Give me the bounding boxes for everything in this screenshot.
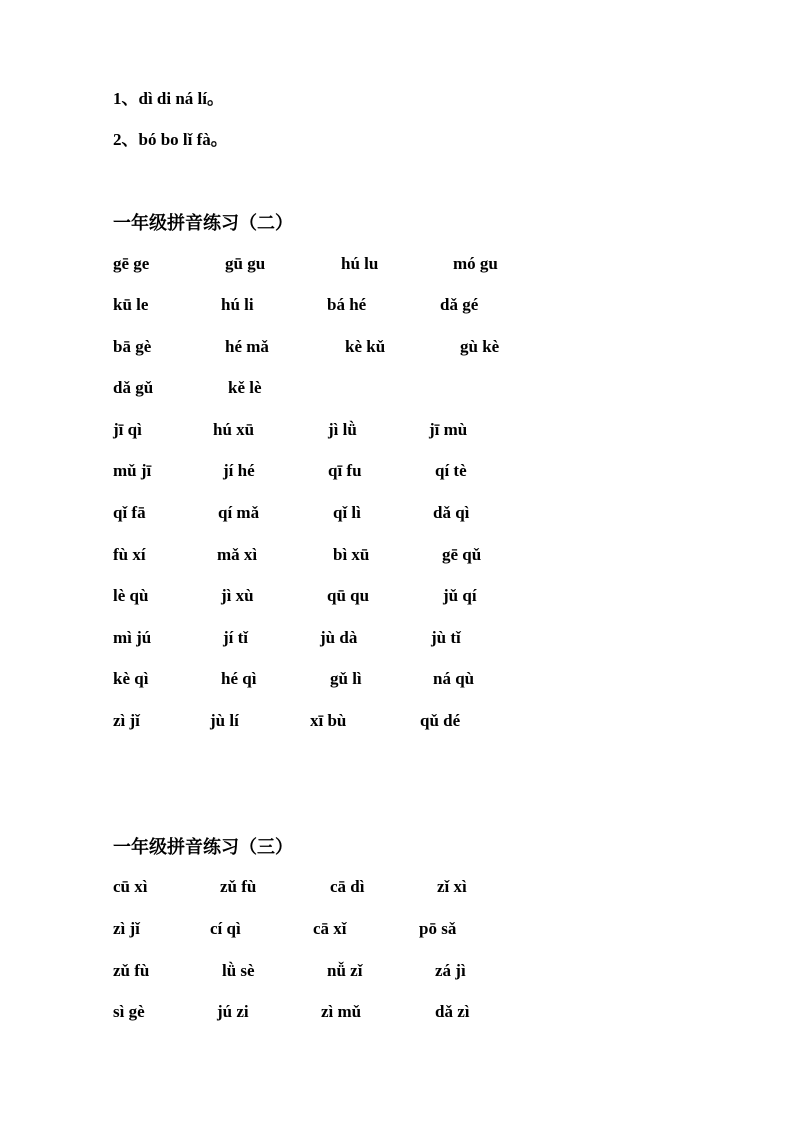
pinyin-word: lǜ sè	[222, 961, 255, 980]
pinyin-word: jǔ qí	[443, 586, 477, 605]
pinyin-word: ná qù	[433, 669, 475, 688]
word-row	[113, 544, 713, 566]
pinyin-word: jù tǐ	[431, 628, 461, 647]
pinyin-word: cā dì	[330, 877, 365, 896]
pinyin-word: jí hé	[223, 461, 255, 480]
pinyin-word: zǐ xì	[437, 877, 467, 896]
word-row	[113, 918, 713, 940]
pinyin-word: qǐ fā	[113, 503, 146, 522]
pinyin-word: nǚ zǐ	[327, 961, 363, 980]
pinyin-word: kè kǔ	[345, 337, 386, 356]
pinyin-word: zì mǔ	[321, 1002, 362, 1021]
word-row	[113, 585, 713, 607]
pinyin-word: zǔ fù	[113, 961, 150, 980]
pinyin-word: kū le	[113, 295, 149, 314]
pinyin-word: bá hé	[327, 295, 367, 314]
pinyin-word: jī qì	[113, 420, 142, 439]
pinyin-word: gē ge	[113, 254, 150, 273]
pinyin-word: gū gu	[225, 254, 266, 273]
word-row	[113, 710, 713, 732]
pinyin-word: bì xū	[333, 545, 370, 564]
pinyin-word: fù xí	[113, 545, 146, 564]
pinyin-word: qǐ lì	[333, 503, 361, 522]
pinyin-word: lè qù	[113, 586, 149, 605]
pinyin-word: mǔ jī	[113, 461, 152, 480]
exercise-sentence-1: 1、dì di ná lí。	[113, 89, 225, 108]
pinyin-word: pō sǎ	[419, 919, 457, 938]
pinyin-word: qǔ dé	[420, 711, 461, 730]
pinyin-word: jì xù	[221, 586, 254, 605]
pinyin-word: hú lu	[341, 254, 379, 273]
section-title-2: 一年级拼音练习（二）	[113, 213, 293, 234]
word-row	[113, 377, 713, 399]
pinyin-word: cí qì	[210, 919, 241, 938]
exercise-sentence-2: 2、bó bo lǐ fà。	[113, 130, 228, 149]
pinyin-word: gù kè	[460, 337, 500, 356]
pinyin-word: zì jǐ	[113, 919, 140, 938]
pinyin-word: jú zi	[217, 1002, 249, 1021]
pinyin-word: hé mǎ	[225, 337, 269, 356]
pinyin-word: jì lǜ	[328, 420, 357, 439]
pinyin-word: qī fu	[328, 461, 362, 480]
pinyin-word: zì jǐ	[113, 711, 140, 730]
word-row	[113, 876, 713, 898]
pinyin-word: dǎ qì	[433, 503, 470, 522]
pinyin-word: kě lè	[228, 378, 262, 397]
pinyin-word: dǎ gǔ	[113, 378, 154, 397]
pinyin-word: dǎ zì	[435, 1002, 470, 1021]
pinyin-word: mì jú	[113, 628, 152, 647]
word-row	[113, 668, 713, 690]
word-row	[113, 419, 713, 441]
word-row	[113, 253, 713, 275]
pinyin-word: jù lí	[210, 711, 239, 730]
pinyin-word: cā xǐ	[313, 919, 347, 938]
pinyin-word: qí tè	[435, 461, 467, 480]
pinyin-word: dǎ gé	[440, 295, 479, 314]
word-row	[113, 336, 713, 358]
section-title-3: 一年级拼音练习（三）	[113, 837, 293, 858]
pinyin-word: xī bù	[310, 711, 347, 730]
pinyin-word: jù dà	[320, 628, 358, 647]
pinyin-word: gē qǔ	[442, 545, 482, 564]
pinyin-word: jī mù	[429, 420, 468, 439]
pinyin-word: hú li	[221, 295, 254, 314]
pinyin-word: qū qu	[327, 586, 370, 605]
pinyin-word: jí tǐ	[223, 628, 249, 647]
pinyin-word: gǔ lì	[330, 669, 362, 688]
pinyin-word: zǔ fù	[220, 877, 257, 896]
pinyin-word: cū xì	[113, 877, 148, 896]
pinyin-word: sì gè	[113, 1002, 145, 1021]
word-row	[113, 294, 713, 316]
pinyin-word: qí mǎ	[218, 503, 260, 522]
pinyin-word: mó gu	[453, 254, 498, 273]
pinyin-word: hé qì	[221, 669, 257, 688]
word-row	[113, 627, 713, 649]
word-row	[113, 1001, 713, 1023]
word-row	[113, 502, 713, 524]
pinyin-word: bā gè	[113, 337, 152, 356]
pinyin-word: hú xū	[213, 420, 255, 439]
word-row	[113, 960, 713, 982]
pinyin-word: mǎ xì	[217, 545, 258, 564]
word-row	[113, 460, 713, 482]
pinyin-word: zá jì	[435, 961, 466, 980]
pinyin-word: kè qì	[113, 669, 149, 688]
